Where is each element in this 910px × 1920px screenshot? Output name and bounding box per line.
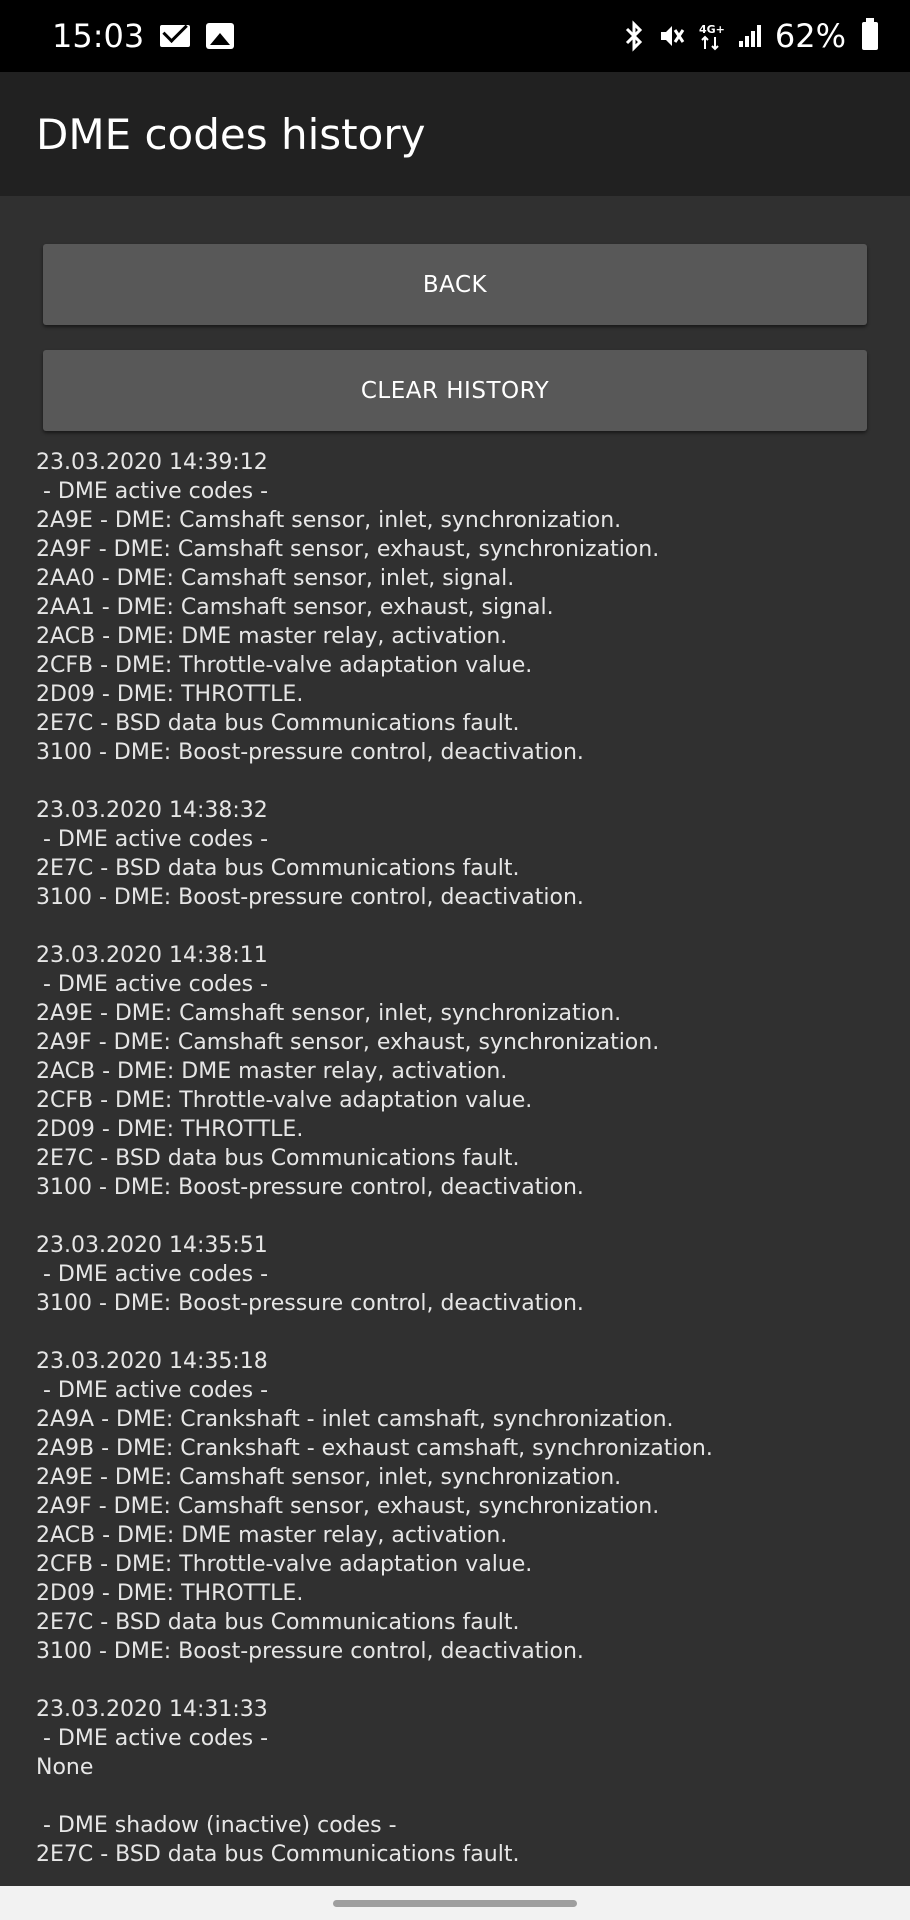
history-entry	[36, 1695, 886, 1869]
entry-line: None	[36, 1755, 94, 1780]
entry-line: 2A9A - DME: Crankshaft - inlet camshaft, synchronization.	[36, 1407, 674, 1432]
entry-line: 2AA1 - DME: Camshaft sensor, exhaust, signal.	[36, 595, 554, 620]
entry-line: 2A9E - DME: Camshaft sensor, inlet, synchronization.	[36, 508, 622, 533]
content	[0, 196, 910, 1886]
entry-line: 2E7C - BSD data bus Communications fault.	[36, 856, 520, 881]
battery-icon	[862, 22, 878, 50]
entry-line: 3100 - DME: Boost-pressure control, deactivation.	[36, 1175, 584, 1200]
entry-line: 3100 - DME: Boost-pressure control, deactivation.	[36, 740, 584, 765]
history-entry	[36, 796, 886, 912]
battery-percent: 62%	[774, 17, 846, 55]
mail-icon	[160, 25, 190, 47]
entry-line: 2D09 - DME: THROTTLE.	[36, 682, 304, 707]
4g-icon	[697, 21, 725, 51]
entry-line: 2ACB - DME: DME master relay, activation.	[36, 624, 508, 649]
entry-line: 2D09 - DME: THROTTLE.	[36, 1117, 304, 1142]
entry-line: 3100 - DME: Boost-pressure control, deactivation.	[36, 1639, 584, 1664]
entry-line: 2CFB - DME: Throttle-valve adaptation value.	[36, 653, 533, 678]
entry-line: - DME active codes -	[36, 1726, 269, 1751]
entry-line: 2A9F - DME: Camshaft sensor, exhaust, synchronization.	[36, 1494, 660, 1519]
home-gesture-bar[interactable]	[333, 1900, 577, 1907]
entry-line: 2CFB - DME: Throttle-valve adaptation value.	[36, 1552, 533, 1577]
back-button[interactable]: BACK	[43, 244, 867, 325]
bluetooth-icon	[623, 21, 645, 51]
entry-line: - DME active codes -	[36, 972, 269, 997]
entry-timestamp: 23.03.2020 14:35:51	[36, 1233, 268, 1258]
entry-timestamp: 23.03.2020 14:35:18	[36, 1349, 268, 1374]
entry-line: - DME active codes -	[36, 1262, 269, 1287]
entry-line: 3100 - DME: Boost-pressure control, deactivation.	[36, 885, 584, 910]
entry-line: 2A9E - DME: Camshaft sensor, inlet, synchronization.	[36, 1465, 622, 1490]
entry-line: 2A9F - DME: Camshaft sensor, exhaust, synchronization.	[36, 1030, 660, 1055]
entry-line: 2A9B - DME: Crankshaft - exhaust camshaft, synchronization.	[36, 1436, 713, 1461]
entry-line: 2E7C - BSD data bus Communications fault.	[36, 1842, 520, 1867]
page-title: DME codes history	[36, 109, 426, 159]
app-bar	[0, 72, 910, 196]
entry-line: 2E7C - BSD data bus Communications fault.	[36, 1146, 520, 1171]
entry-line: - DME active codes -	[36, 479, 269, 504]
mute-icon	[657, 22, 685, 50]
entry-line: 2A9F - DME: Camshaft sensor, exhaust, synchronization.	[36, 537, 660, 562]
svg-text:4G+: 4G+	[698, 23, 725, 36]
history-entry	[36, 941, 886, 1202]
history-entry	[36, 1347, 886, 1666]
history-log[interactable]	[36, 448, 886, 1867]
entry-line: 2ACB - DME: DME master relay, activation.	[36, 1059, 508, 1084]
status-time: 15:03	[52, 17, 145, 55]
entry-line	[36, 1782, 886, 1811]
entry-line: 2AA0 - DME: Camshaft sensor, inlet, signal.	[36, 566, 515, 591]
entry-line: 2CFB - DME: Throttle-valve adaptation value.	[36, 1088, 533, 1113]
entry-timestamp: 23.03.2020 14:38:32	[36, 798, 268, 823]
history-entry	[36, 448, 886, 767]
signal-icon	[737, 23, 763, 49]
status-left	[52, 17, 234, 55]
navigation-bar	[0, 1886, 910, 1920]
status-bar	[0, 0, 910, 72]
clear-history-button[interactable]: CLEAR HISTORY	[43, 350, 867, 431]
status-right	[623, 17, 878, 55]
entry-line: 2A9E - DME: Camshaft sensor, inlet, synchronization.	[36, 1001, 622, 1026]
entry-line: 2E7C - BSD data bus Communications fault.	[36, 711, 520, 736]
entry-line: - DME active codes -	[36, 1378, 269, 1403]
entry-timestamp: 23.03.2020 14:38:11	[36, 943, 268, 968]
entry-timestamp: 23.03.2020 14:31:33	[36, 1697, 268, 1722]
entry-line: - DME shadow (inactive) codes -	[36, 1813, 397, 1838]
history-entry	[36, 1231, 886, 1318]
entry-line: 2ACB - DME: DME master relay, activation.	[36, 1523, 508, 1548]
entry-line: 2D09 - DME: THROTTLE.	[36, 1581, 304, 1606]
entry-timestamp: 23.03.2020 14:39:12	[36, 450, 268, 475]
entry-line: 2E7C - BSD data bus Communications fault.	[36, 1610, 520, 1635]
entry-line: 3100 - DME: Boost-pressure control, deactivation.	[36, 1291, 584, 1316]
entry-line: - DME active codes -	[36, 827, 269, 852]
image-icon	[206, 23, 234, 49]
